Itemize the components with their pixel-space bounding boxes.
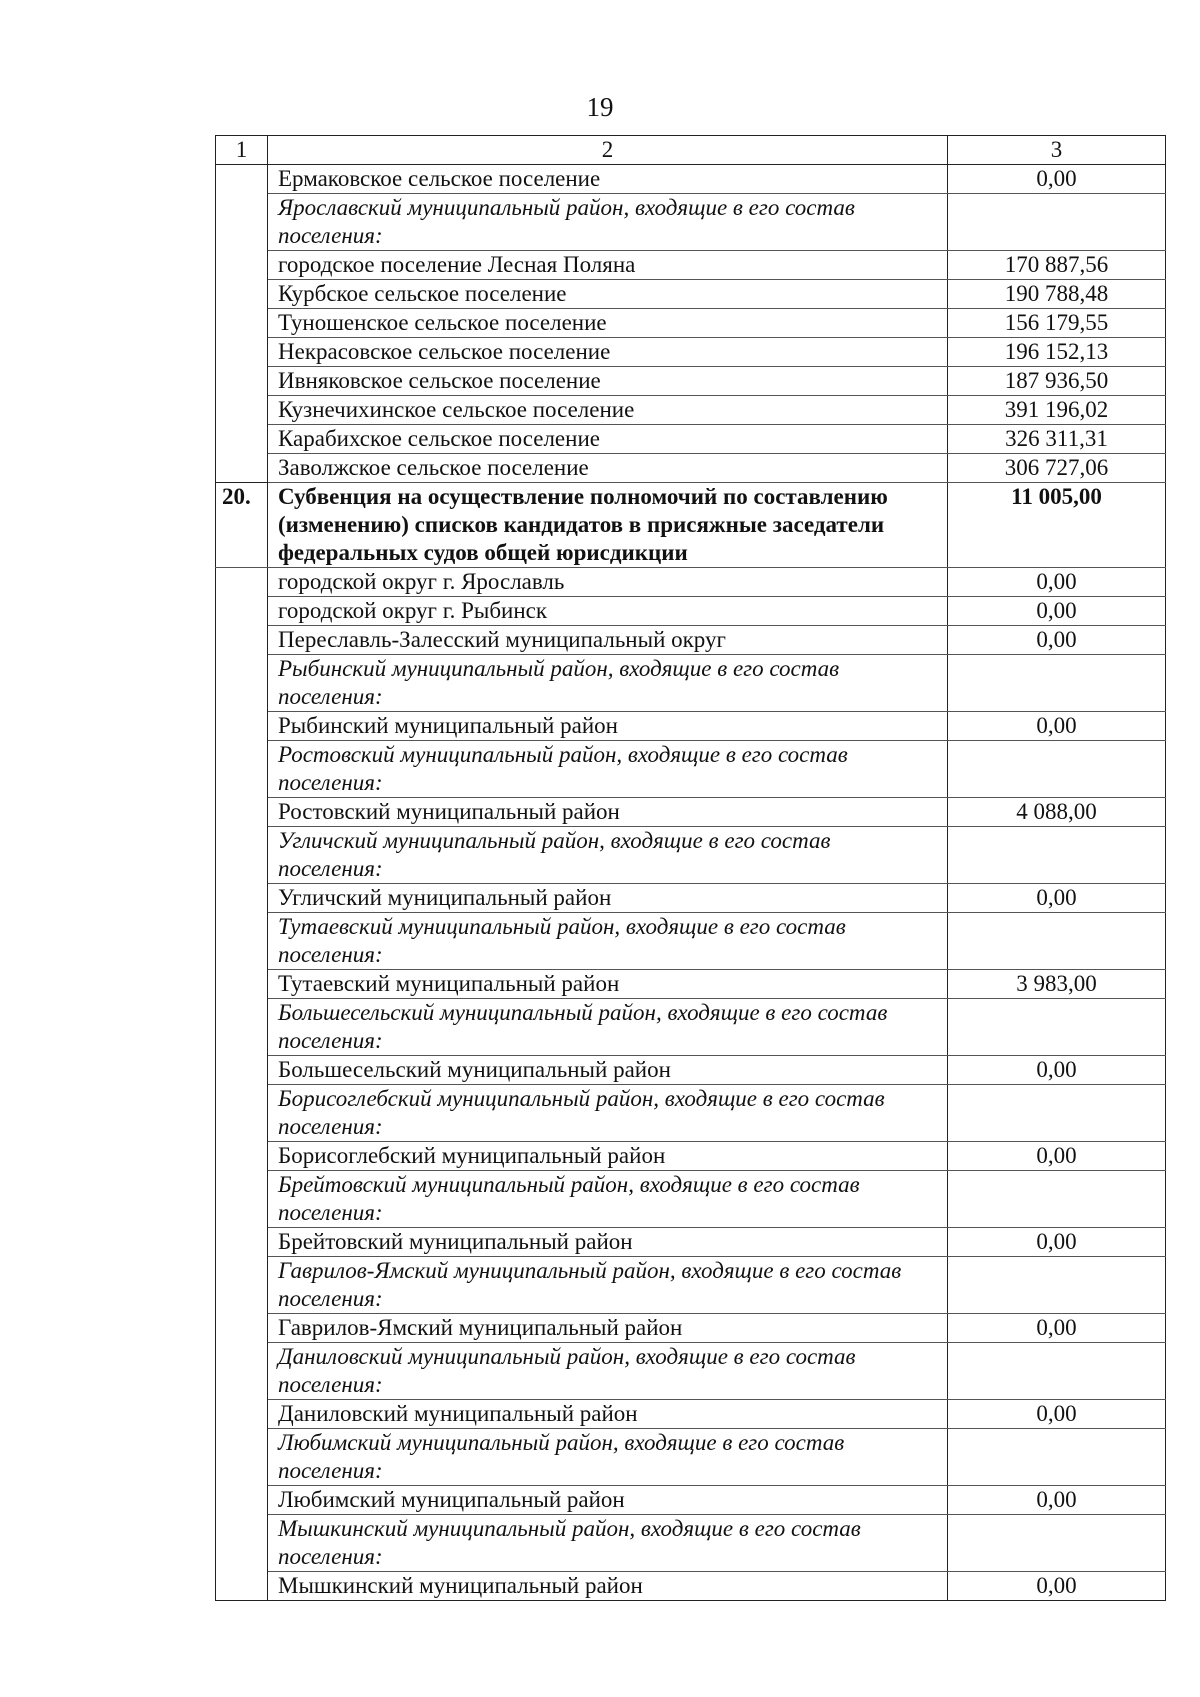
row-amount: 0,00 bbox=[948, 1572, 1166, 1601]
row-amount: 326 311,31 bbox=[948, 425, 1166, 454]
row-label: городской округ г. Ярославль bbox=[268, 568, 948, 597]
row-amount: 0,00 bbox=[948, 1314, 1166, 1343]
row-amount bbox=[948, 1171, 1166, 1228]
group-heading: Большесельский муниципальный район, входящие в его состав поселения: bbox=[268, 999, 948, 1056]
row-label: Брейтовский муниципальный район bbox=[268, 1228, 948, 1257]
row-number bbox=[216, 798, 268, 827]
row-amount bbox=[948, 827, 1166, 884]
row-label: Большесельский муниципальный район bbox=[268, 1056, 948, 1085]
table-row bbox=[216, 367, 1166, 396]
row-amount: 156 179,55 bbox=[948, 309, 1166, 338]
row-label: Ермаковское сельское поселение bbox=[268, 165, 948, 194]
table-row bbox=[216, 194, 1166, 251]
row-number bbox=[216, 970, 268, 999]
row-label: Ивняковское сельское поселение bbox=[268, 367, 948, 396]
row-label: Гаврилов-Ямский муниципальный район bbox=[268, 1314, 948, 1343]
page-number: 19 bbox=[586, 92, 614, 122]
row-label: Даниловский муниципальный район bbox=[268, 1400, 948, 1429]
row-label: Курбское сельское поселение bbox=[268, 280, 948, 309]
row-amount bbox=[948, 194, 1166, 251]
row-number bbox=[216, 1486, 268, 1515]
budget-table bbox=[215, 135, 1166, 1601]
table-row bbox=[216, 827, 1166, 884]
row-label: Ростовский муниципальный район bbox=[268, 798, 948, 827]
section-title: Субвенция на осуществление полномочий по составлению (изменению) списков кандидатов в присяжные заседатели федеральных судов общей юрисдикции bbox=[268, 483, 948, 568]
group-heading: Тутаевский муниципальный район, входящие в его состав поселения: bbox=[268, 913, 948, 970]
group-heading: Ростовский муниципальный район, входящие в его состав поселения: bbox=[268, 741, 948, 798]
row-amount: 0,00 bbox=[948, 626, 1166, 655]
group-heading: Ярославский муниципальный район, входящие в его состав поселения: bbox=[268, 194, 948, 251]
table-body bbox=[216, 165, 1166, 1601]
row-number bbox=[216, 827, 268, 884]
row-amount: 3 983,00 bbox=[948, 970, 1166, 999]
table-row bbox=[216, 1343, 1166, 1400]
row-label: Туношенское сельское поселение bbox=[268, 309, 948, 338]
row-amount: 196 152,13 bbox=[948, 338, 1166, 367]
row-label: Тутаевский муниципальный район bbox=[268, 970, 948, 999]
header-col-1: 1 bbox=[216, 136, 268, 165]
row-number bbox=[216, 1515, 268, 1572]
row-number bbox=[216, 884, 268, 913]
group-heading: Даниловский муниципальный район, входящие в его состав поселения: bbox=[268, 1343, 948, 1400]
row-amount: 0,00 bbox=[948, 1400, 1166, 1429]
group-heading: Мышкинский муниципальный район, входящие в его состав поселения: bbox=[268, 1515, 948, 1572]
row-amount: 170 887,56 bbox=[948, 251, 1166, 280]
group-heading: Борисоглебский муниципальный район, входящие в его состав поселения: bbox=[268, 1085, 948, 1142]
row-label: Угличский муниципальный район bbox=[268, 884, 948, 913]
table-row bbox=[216, 1314, 1166, 1343]
row-label: Некрасовское сельское поселение bbox=[268, 338, 948, 367]
table-row bbox=[216, 568, 1166, 597]
row-amount: 11 005,00 bbox=[948, 483, 1166, 568]
row-number bbox=[216, 626, 268, 655]
row-amount: 4 088,00 bbox=[948, 798, 1166, 827]
table-row bbox=[216, 712, 1166, 741]
row-number bbox=[216, 251, 268, 280]
table-row bbox=[216, 1085, 1166, 1142]
row-amount bbox=[948, 655, 1166, 712]
row-number: 20. bbox=[216, 483, 268, 568]
row-number bbox=[216, 913, 268, 970]
row-amount: 0,00 bbox=[948, 165, 1166, 194]
table-row bbox=[216, 999, 1166, 1056]
row-amount bbox=[948, 1515, 1166, 1572]
table-row bbox=[216, 396, 1166, 425]
table-row bbox=[216, 597, 1166, 626]
row-amount: 190 788,48 bbox=[948, 280, 1166, 309]
row-label: городской округ г. Рыбинск bbox=[268, 597, 948, 626]
table-row bbox=[216, 626, 1166, 655]
row-number bbox=[216, 396, 268, 425]
row-amount bbox=[948, 999, 1166, 1056]
row-number bbox=[216, 454, 268, 483]
row-amount bbox=[948, 1429, 1166, 1486]
row-number bbox=[216, 194, 268, 251]
row-number bbox=[216, 741, 268, 798]
row-number bbox=[216, 655, 268, 712]
table-row bbox=[216, 483, 1166, 568]
row-number bbox=[216, 597, 268, 626]
table-row bbox=[216, 1142, 1166, 1171]
row-label: Заволжское сельское поселение bbox=[268, 454, 948, 483]
table-row bbox=[216, 425, 1166, 454]
table-row bbox=[216, 1171, 1166, 1228]
row-number bbox=[216, 1171, 268, 1228]
table-row bbox=[216, 1515, 1166, 1572]
row-amount bbox=[948, 1085, 1166, 1142]
table-row bbox=[216, 1056, 1166, 1085]
table-row bbox=[216, 913, 1166, 970]
table-row bbox=[216, 1572, 1166, 1601]
row-number bbox=[216, 1429, 268, 1486]
row-number bbox=[216, 1400, 268, 1429]
table-row bbox=[216, 741, 1166, 798]
table-row bbox=[216, 1429, 1166, 1486]
row-label: Борисоглебский муниципальный район bbox=[268, 1142, 948, 1171]
row-amount bbox=[948, 1343, 1166, 1400]
row-amount: 306 727,06 bbox=[948, 454, 1166, 483]
row-number bbox=[216, 1257, 268, 1314]
row-number bbox=[216, 280, 268, 309]
row-amount: 0,00 bbox=[948, 884, 1166, 913]
row-amount bbox=[948, 1257, 1166, 1314]
row-number bbox=[216, 1343, 268, 1400]
group-heading: Гаврилов-Ямский муниципальный район, входящие в его состав поселения: bbox=[268, 1257, 948, 1314]
row-label: Рыбинский муниципальный район bbox=[268, 712, 948, 741]
table-row bbox=[216, 1486, 1166, 1515]
table-row bbox=[216, 251, 1166, 280]
table-row bbox=[216, 338, 1166, 367]
row-number bbox=[216, 999, 268, 1056]
row-number bbox=[216, 338, 268, 367]
row-amount: 0,00 bbox=[948, 597, 1166, 626]
row-label: Любимский муниципальный район bbox=[268, 1486, 948, 1515]
row-label: Переславль-Залесский муниципальный округ bbox=[268, 626, 948, 655]
row-amount: 391 196,02 bbox=[948, 396, 1166, 425]
row-label: Карабихское сельское поселение bbox=[268, 425, 948, 454]
table-row bbox=[216, 1400, 1166, 1429]
table-row bbox=[216, 970, 1166, 999]
header-col-2: 2 bbox=[268, 136, 948, 165]
table-row bbox=[216, 1257, 1166, 1314]
table-row bbox=[216, 165, 1166, 194]
group-heading: Любимский муниципальный район, входящие в его состав поселения: bbox=[268, 1429, 948, 1486]
group-heading: Угличский муниципальный район, входящие в его состав поселения: bbox=[268, 827, 948, 884]
table-row bbox=[216, 309, 1166, 338]
header-col-3: 3 bbox=[948, 136, 1166, 165]
row-number bbox=[216, 165, 268, 194]
row-number bbox=[216, 568, 268, 597]
row-number bbox=[216, 1085, 268, 1142]
row-amount: 187 936,50 bbox=[948, 367, 1166, 396]
row-number bbox=[216, 309, 268, 338]
row-amount bbox=[948, 741, 1166, 798]
table-row bbox=[216, 798, 1166, 827]
row-label: Кузнечихинское сельское поселение bbox=[268, 396, 948, 425]
table-row bbox=[216, 884, 1166, 913]
row-amount: 0,00 bbox=[948, 1142, 1166, 1171]
table-row bbox=[216, 454, 1166, 483]
row-number bbox=[216, 1314, 268, 1343]
row-number bbox=[216, 712, 268, 741]
row-number bbox=[216, 1142, 268, 1171]
row-amount bbox=[948, 913, 1166, 970]
table-row bbox=[216, 655, 1166, 712]
row-amount: 0,00 bbox=[948, 712, 1166, 741]
row-amount: 0,00 bbox=[948, 568, 1166, 597]
row-number bbox=[216, 425, 268, 454]
row-amount: 0,00 bbox=[948, 1228, 1166, 1257]
row-amount: 0,00 bbox=[948, 1486, 1166, 1515]
row-number bbox=[216, 367, 268, 396]
row-number bbox=[216, 1228, 268, 1257]
row-amount: 0,00 bbox=[948, 1056, 1166, 1085]
row-label: Мышкинский муниципальный район bbox=[268, 1572, 948, 1601]
table-row bbox=[216, 1228, 1166, 1257]
group-heading: Брейтовский муниципальный район, входящие в его состав поселения: bbox=[268, 1171, 948, 1228]
group-heading: Рыбинский муниципальный район, входящие в его состав поселения: bbox=[268, 655, 948, 712]
table-header-row bbox=[216, 136, 1166, 165]
row-number bbox=[216, 1056, 268, 1085]
row-number bbox=[216, 1572, 268, 1601]
row-label: городское поселение Лесная Поляна bbox=[268, 251, 948, 280]
table-row bbox=[216, 280, 1166, 309]
